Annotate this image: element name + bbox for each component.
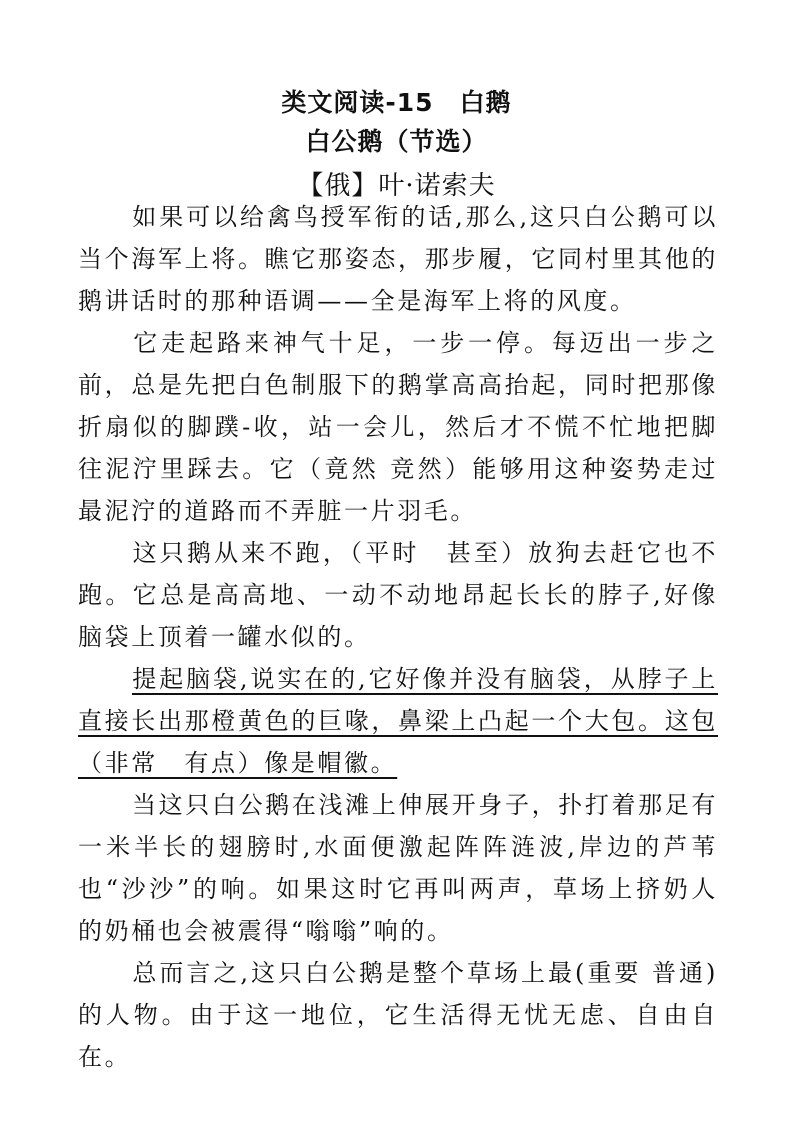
paragraph-4-underlined [78,658,718,784]
paragraph-2 [78,322,718,532]
paragraph-text: 当这只白公鹅在浅滩上伸展开身子，扑打着那足有一米半长的翅膀时,水面便激起阵阵涟波,岸边的芦苇也“沙沙”的响。如果这时它再叫两声，草场上挤奶人的奶桶也会被震得“嗡嗡”响的。 [78,791,718,945]
article-title: 白公鹅（节选） [305,127,488,156]
paragraph-6 [78,952,718,1078]
paragraph-text: 它走起路来神气十足，一步一停。每迈出一步之前，总是先把白色制服下的鹅掌高高抬起，同时把那像折扇似的脚蹼-收，站一会儿，然后才不慌不忙地把脚往泥泞里踩去。它（竟然 竞然）能够用这种姿势走过最泥泞的道路而不弄脏一片羽毛。 [78,329,718,525]
author-line: 【俄】叶·诺索夫 [297,171,496,201]
paragraph-text: 如果可以给禽鸟授军衔的话,那么,这只白公鹅可以当个海军上将。瞧它那姿态，那步履，它同村里其他的鹅讲话时的那种语调——全是海军上将的风度。 [78,203,718,315]
document-title: 类文阅读-15 白鹅 [281,88,512,117]
paragraph-3 [78,532,718,658]
paragraph-text: 总而言之,这只白公鹅是整个草场上最(重要 普通)的人物。由于这一地位，它生活得无忧无虑、自由自在。 [78,959,718,1071]
paragraph-text: 提起脑袋,说实在的,它好像并没有脑袋，从脖子上直接长出那橙黄色的巨喙，鼻梁上凸起一个大包。这包（非常 有点）像是帽徽。 [78,665,718,777]
paragraph-text: 这只鹅从来不跑，（平时 甚至）放狗去赶它也不跑。它总是高高地、一动不动地昂起长长的脖子,好像脑袋上顶着一罐水似的。 [78,539,718,651]
paragraph-1 [78,196,718,322]
paragraph-5 [78,784,718,952]
